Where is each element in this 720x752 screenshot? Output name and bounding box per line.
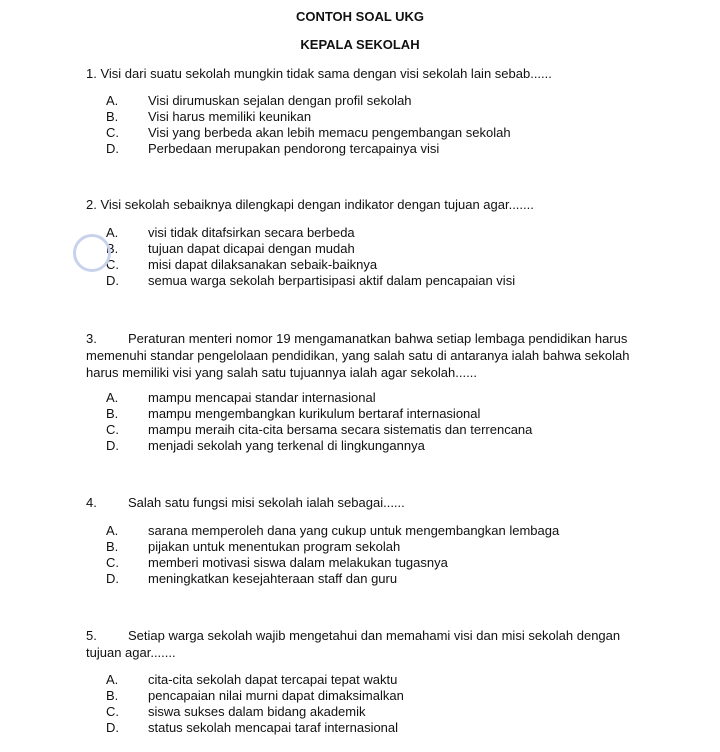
option[interactable]: [106, 422, 666, 438]
option-text: Visi harus memiliki keunikan: [148, 109, 312, 124]
option[interactable]: [106, 257, 666, 273]
option[interactable]: [106, 672, 666, 688]
question-number: 3.: [86, 331, 97, 346]
option-text: mampu mengembangkan kurikulum bertaraf internasional: [148, 406, 481, 421]
question-1: [86, 66, 646, 82]
question-number: 1.: [86, 66, 97, 81]
option[interactable]: [106, 93, 666, 109]
question-text: Peraturan menteri nomor 19 mengamanatkan bahwa setiap lembaga pendidikan harus memenuhi standar pengelolaan pendidikan, yang salah satu di antaranya ialah bahwa sekolah harus memiliki visi yang salah satu tujuannya ialah agar sekolah......: [86, 331, 630, 380]
option-letter: A.: [106, 523, 119, 538]
question-3: [86, 330, 646, 381]
option[interactable]: [106, 273, 666, 289]
question-text: Setiap warga sekolah wajib mengetahui dan memahami visi dan misi sekolah dengan tujuan agar.......: [86, 628, 621, 660]
option-letter: A.: [106, 672, 119, 687]
option-text: semua warga sekolah berpartisipasi aktif dalam pencapaian visi: [148, 273, 516, 288]
option[interactable]: [106, 438, 666, 454]
option-text: sarana memperoleh dana yang cukup untuk mengembangkan lembaga: [148, 523, 560, 538]
option-text: cita-cita sekolah dapat tercapai tepat waktu: [148, 672, 398, 687]
options-5: [106, 672, 666, 736]
option-letter: A.: [106, 390, 119, 405]
option[interactable]: [106, 720, 666, 736]
option[interactable]: [106, 571, 666, 587]
option-text: mampu meraih cita-cita bersama secara sistematis dan terrencana: [148, 422, 533, 437]
option-text: memberi motivasi siswa dalam melakukan tugasnya: [148, 555, 448, 570]
option-text: pijakan untuk menentukan program sekolah: [148, 539, 401, 554]
options-4: [106, 523, 666, 587]
option-letter: B.: [106, 406, 119, 421]
option-text: status sekolah mencapai taraf internasional: [148, 720, 399, 735]
option[interactable]: [106, 125, 666, 141]
option-letter: D.: [106, 571, 119, 586]
option-text: Visi dirumuskan sejalan dengan profil sekolah: [148, 93, 412, 108]
option-letter: A.: [106, 93, 119, 108]
question-2: [86, 197, 646, 213]
option-text: meningkatkan kesejahteraan staff dan guru: [148, 571, 398, 586]
option[interactable]: [106, 241, 666, 257]
option-letter: C.: [106, 422, 119, 437]
option[interactable]: [106, 109, 666, 125]
option[interactable]: [106, 523, 666, 539]
option-letter: D.: [106, 273, 119, 288]
option[interactable]: [106, 704, 666, 720]
option-text: menjadi sekolah yang terkenal di lingkungannya: [148, 438, 425, 453]
option[interactable]: [106, 225, 666, 241]
options-1: [106, 93, 666, 157]
option-text: mampu mencapai standar internasional: [148, 390, 376, 405]
touch-indicator-circle: [73, 234, 111, 272]
option-letter: D.: [106, 720, 119, 735]
question-text: Salah satu fungsi misi sekolah ialah sebagai......: [128, 495, 405, 510]
option-letter: B.: [106, 539, 119, 554]
question-number: 4.: [86, 495, 97, 510]
option-letter: C.: [106, 555, 119, 570]
question-4: [86, 495, 646, 511]
option[interactable]: [106, 555, 666, 571]
option[interactable]: [106, 390, 666, 406]
option-letter: A.: [106, 225, 119, 240]
option-letter: B.: [106, 109, 119, 124]
option-letter: C.: [106, 257, 119, 272]
option-letter: B.: [106, 241, 119, 256]
option-text: Perbedaan merupakan pendorong tercapainya visi: [148, 141, 440, 156]
option-text: siswa sukses dalam bidang akademik: [148, 704, 366, 719]
option[interactable]: [106, 406, 666, 422]
option-letter: B.: [106, 688, 119, 703]
doc-subtitle: KEPALA SEKOLAH: [300, 37, 420, 52]
option[interactable]: [106, 688, 666, 704]
option-text: pencapaian nilai murni dapat dimaksimalkan: [148, 688, 404, 703]
option-text: Visi yang berbeda akan lebih memacu pengembangan sekolah: [148, 125, 511, 140]
options-2: [106, 225, 666, 289]
doc-title: CONTOH SOAL UKG: [295, 9, 425, 24]
option-text: tujuan dapat dicapai dengan mudah: [148, 241, 355, 256]
option-letter: C.: [106, 704, 119, 719]
question-text: Visi sekolah sebaiknya dilengkapi dengan indikator dengan tujuan agar.......: [100, 197, 534, 212]
option-letter: C.: [106, 125, 119, 140]
question-5: [86, 627, 646, 661]
option[interactable]: [106, 141, 666, 157]
question-text: Visi dari suatu sekolah mungkin tidak sama dengan visi sekolah lain sebab......: [100, 66, 552, 81]
option-letter: D.: [106, 438, 119, 453]
option-text: visi tidak ditafsirkan secara berbeda: [148, 225, 355, 240]
options-3: [106, 390, 666, 454]
option-text: misi dapat dilaksanakan sebaik-baiknya: [148, 257, 378, 272]
option-letter: D.: [106, 141, 119, 156]
option[interactable]: [106, 539, 666, 555]
question-number: 5.: [86, 628, 97, 643]
question-number: 2.: [86, 197, 97, 212]
